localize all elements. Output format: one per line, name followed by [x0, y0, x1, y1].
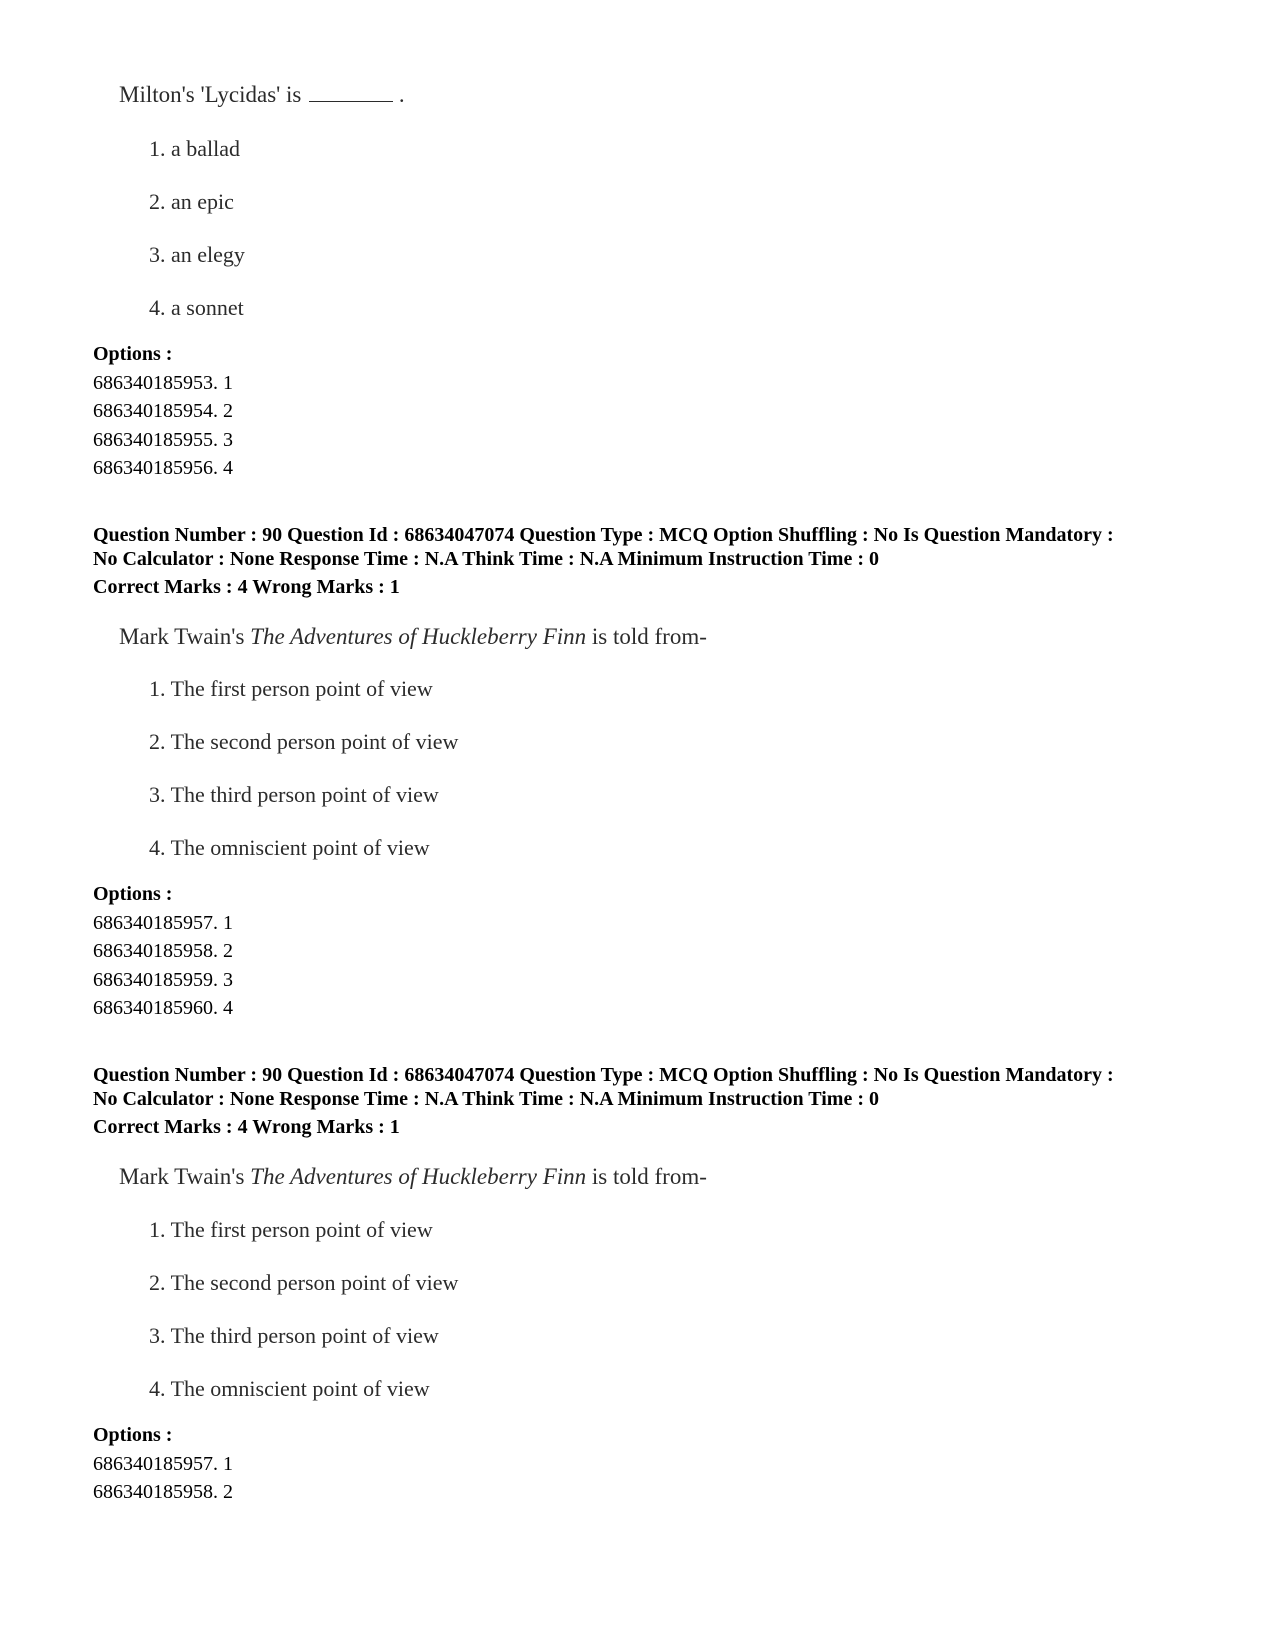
- answer-choice: 1. The first person point of view: [149, 676, 433, 701]
- question-stem-text: Mark Twain's: [119, 624, 245, 649]
- answer-choice: 1. The first person point of view: [149, 1217, 433, 1242]
- options-heading: Options :: [93, 343, 173, 365]
- question-metadata-line: Question Number : 90 Question Id : 68634047074 Question Type : MCQ Option Shuffling : No Is Question Mandatory :: [93, 1064, 1114, 1086]
- answer-choice: 1. a ballad: [149, 136, 241, 161]
- question-stem-text: Mark Twain's: [119, 1164, 245, 1189]
- question-stem: [119, 82, 405, 108]
- question-stem: [119, 624, 707, 650]
- question-stem: [119, 1164, 707, 1190]
- question-stem-tail: .: [398, 82, 405, 107]
- question-metadata-line: No Calculator : None Response Time : N.A Think Time : N.A Minimum Instruction Time : 0: [93, 1088, 879, 1110]
- option-id-line: 686340185954. 2: [93, 400, 233, 422]
- option-id-line: 686340185958. 2: [93, 940, 233, 962]
- option-id-line: 686340185959. 3: [93, 969, 233, 991]
- option-id-line: 686340185957. 1: [93, 912, 233, 934]
- answer-choice: 3. The third person point of view: [149, 782, 439, 807]
- question-metadata-line: No Calculator : None Response Time : N.A Think Time : N.A Minimum Instruction Time : 0: [93, 548, 879, 570]
- answer-choice: 2. The second person point of view: [149, 729, 459, 754]
- answer-choice: 4. The omniscient point of view: [149, 835, 430, 860]
- book-title: The Adventures of Huckleberry Finn: [250, 624, 587, 649]
- question-metadata: [93, 1063, 1213, 1111]
- question-metadata: [93, 523, 1213, 571]
- option-id-line: 686340185957. 1: [93, 1453, 233, 1475]
- question-stem-text: is told from-: [591, 624, 707, 649]
- answer-choice: 3. an elegy: [149, 242, 245, 267]
- book-title: The Adventures of Huckleberry Finn: [250, 1164, 587, 1189]
- option-id-line: 686340185956. 4: [93, 457, 233, 479]
- answer-choice: 4. The omniscient point of view: [149, 1376, 430, 1401]
- marks-line: Correct Marks : 4 Wrong Marks : 1: [93, 1116, 400, 1138]
- question-stem-text: is told from-: [591, 1164, 707, 1189]
- marks-line: Correct Marks : 4 Wrong Marks : 1: [93, 576, 400, 598]
- option-id-line: 686340185955. 3: [93, 429, 233, 451]
- option-id-line: 686340185958. 2: [93, 1481, 233, 1503]
- question-stem-text: Milton's 'Lycidas' is: [119, 82, 302, 107]
- options-heading: Options :: [93, 883, 173, 905]
- options-heading: Options :: [93, 1424, 173, 1446]
- answer-choice: 3. The third person point of view: [149, 1323, 439, 1348]
- option-id-line: 686340185953. 1: [93, 372, 233, 394]
- answer-choice: 4. a sonnet: [149, 295, 244, 320]
- option-id-line: 686340185960. 4: [93, 997, 233, 1019]
- fill-in-blank: [309, 84, 393, 102]
- answer-choice: 2. an epic: [149, 189, 234, 214]
- answer-choice: 2. The second person point of view: [149, 1270, 459, 1295]
- question-metadata-line: Question Number : 90 Question Id : 68634047074 Question Type : MCQ Option Shuffling : No Is Question Mandatory :: [93, 524, 1114, 546]
